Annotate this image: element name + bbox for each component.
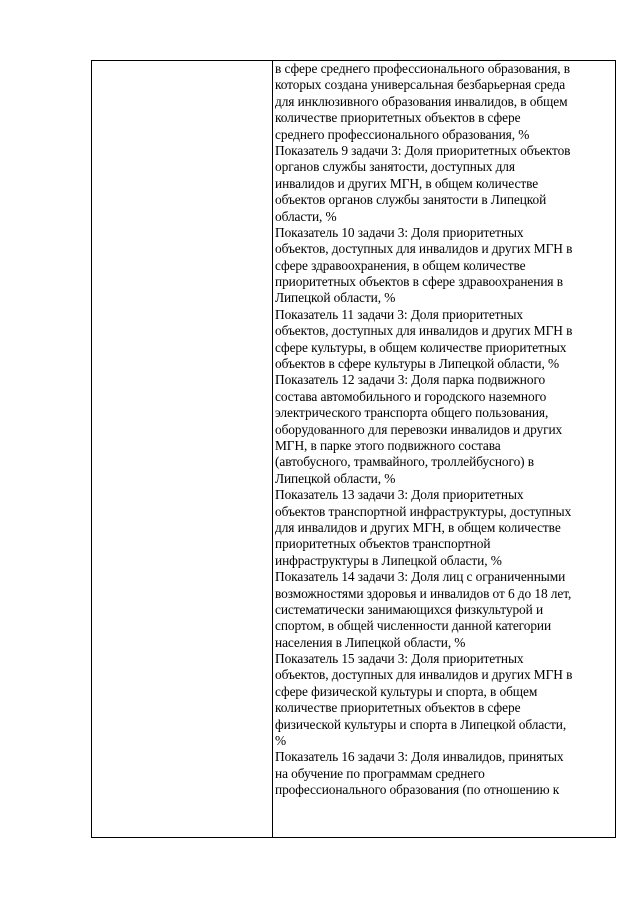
- text-line: возможностями здоровья и инвалидов от 6 до 18 лет,: [275, 585, 572, 601]
- table-cell-left: [92, 61, 273, 837]
- text-line: Липецкой области, %: [275, 290, 396, 306]
- text-line: электрического транспорта общего пользования,: [275, 405, 549, 421]
- text-line: %: [275, 733, 287, 749]
- text-line: Показатель 12 задачи 3: Доля парка подвижного: [275, 372, 546, 388]
- text-line: количестве приоритетных объектов в сфере: [275, 110, 521, 126]
- text-line: Показатель 10 задачи 3: Доля приоритетных: [275, 224, 524, 240]
- text-line: оборудованного для перевозки инвалидов и других: [275, 421, 563, 437]
- text-line: спортом, в общей численности данной категории: [275, 618, 552, 634]
- text-line: Липецкой области, %: [275, 470, 396, 486]
- text-line: систематически занимающихся физкультурой и: [275, 601, 544, 617]
- text-line: сфере физической культуры и спорта, в общем: [275, 683, 538, 699]
- text-line: объектов, доступных для инвалидов и других МГН в: [275, 241, 573, 257]
- text-line: объектов, доступных для инвалидов и других МГН в: [275, 323, 573, 339]
- text-line: для инклюзивного образования инвалидов, в общем: [275, 93, 568, 109]
- text-line: Показатель 11 задачи 3: Доля приоритетных: [275, 306, 523, 322]
- document-table: [91, 60, 616, 838]
- text-line: Показатель 15 задачи 3: Доля приоритетных: [275, 651, 524, 667]
- text-line: физической культуры и спорта в Липецкой области,: [275, 716, 567, 732]
- text-line: сфере культуры, в общем количестве приоритетных: [275, 339, 567, 355]
- text-line: на обучение по программам среднего: [275, 765, 485, 781]
- text-line: Показатель 16 задачи 3: Доля инвалидов, принятых: [275, 749, 564, 765]
- text-line: профессионального образования (по отношению к: [275, 782, 560, 798]
- text-line: Показатель 9 задачи 3: Доля приоритетных объектов: [275, 142, 571, 158]
- text-line: приоритетных объектов транспортной: [275, 536, 491, 552]
- text-line: органов службы занятости, доступных для: [275, 159, 515, 175]
- text-line: которых создана универсальная безбарьерная среда: [275, 77, 566, 93]
- text-line: инвалидов и других МГН, в общем количестве: [275, 175, 539, 191]
- text-line: среднего профессионального образования, %: [275, 126, 530, 142]
- text-line: инфраструктуры в Липецкой области, %: [275, 552, 502, 568]
- text-line: сфере здравоохранения, в общем количестве: [275, 257, 526, 273]
- text-line: объектов в сфере культуры в Липецкой области, %: [275, 356, 560, 372]
- text-line: приоритетных объектов в сфере здравоохранения в: [275, 274, 563, 290]
- text-line: в сфере среднего профессионального образования, в: [275, 61, 571, 76]
- text-line: объектов, доступных для инвалидов и других МГН в: [275, 667, 573, 683]
- text-line: количестве приоритетных объектов в сфере: [275, 700, 521, 716]
- text-line: объектов транспортной инфраструктуры, доступных: [275, 503, 572, 519]
- text-line: области, %: [275, 208, 337, 224]
- table-cell-right: [273, 61, 615, 837]
- text-line: Показатель 14 задачи 3: Доля лиц с ограниченными: [275, 569, 566, 585]
- text-line: (автобусного, трамвайного, троллейбусного) в: [275, 454, 534, 470]
- text-line: МГН, в парке этого подвижного состава: [275, 437, 501, 453]
- text-line: населения в Липецкой области, %: [275, 634, 466, 650]
- text-line: для инвалидов и других МГН, в общем количестве: [275, 519, 561, 535]
- text-line: Показатель 13 задачи 3: Доля приоритетных: [275, 487, 524, 503]
- text-line: объектов органов службы занятости в Липецкой: [275, 192, 547, 208]
- text-line: состава автомобильного и городского наземного: [275, 388, 547, 404]
